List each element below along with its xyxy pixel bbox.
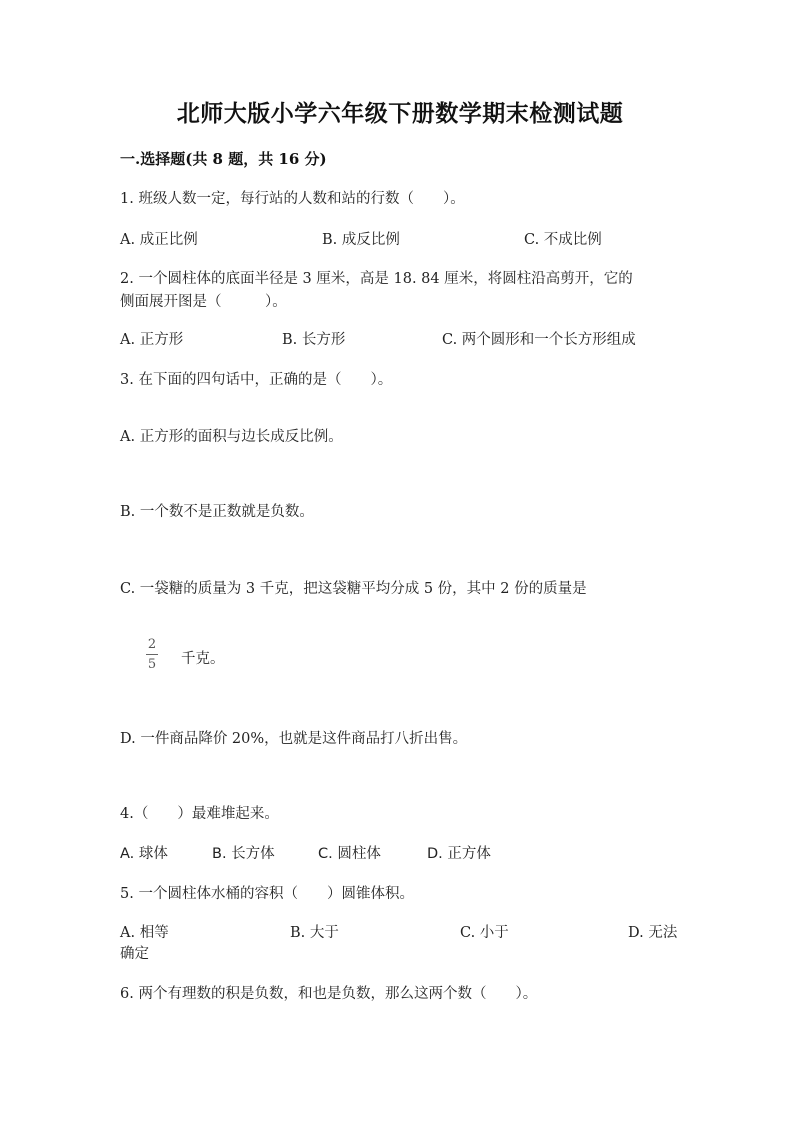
question-2-line2: 侧面展开图是（ ）。 [120, 294, 287, 310]
q2-option-b: B. 长方形 [282, 332, 346, 348]
q3-option-a: A. 正方形的面积与边长成反比例。 [120, 429, 343, 445]
q1-option-a: A. 成正比例 [120, 232, 198, 248]
q5-option-a: A. 相等 [120, 925, 169, 941]
fraction-bar [146, 654, 158, 655]
q3-option-c-unit: 千克。 [181, 651, 225, 667]
section-heading: 一.选择题(共 8 题，共 16 分) [120, 150, 327, 168]
question-4: 4.（ ）最难堆起来。 [120, 806, 279, 822]
question-5: 5. 一个圆柱体水桶的容积（ ）圆锥体积。 [120, 886, 414, 902]
fraction-numerator: 2 [147, 637, 157, 652]
q3-option-d: D. 一件商品降价 20%，也就是这件商品打八折出售。 [120, 731, 468, 747]
q4-option-a: A. 球体 [120, 846, 168, 862]
question-6: 6. 两个有理数的积是负数，和也是负数，那么这两个数（ ）。 [120, 986, 538, 1002]
q1-option-b: B. 成反比例 [322, 232, 400, 248]
q4-option-c: C. 圆柱体 [318, 846, 381, 862]
q1-option-c: C. 不成比例 [524, 232, 602, 248]
q3-option-c: C. 一袋糖的质量为 3 千克，把这袋糖平均分成 5 份，其中 2 份的质量是 [120, 581, 587, 597]
q3-option-b: B. 一个数不是正数就是负数。 [120, 504, 314, 520]
q5-option-c: C. 小于 [460, 925, 509, 941]
q5-option-d: D. 无法 [628, 925, 678, 941]
q5-option-d-wrap: 确定 [120, 946, 149, 962]
question-2-line1: 2. 一个圆柱体的底面半径是 3 厘米，高是 18. 84 厘米，将圆柱沿高剪开，它的 [120, 271, 633, 287]
q4-option-b: B. 长方体 [212, 846, 275, 862]
q2-option-c: C. 两个圆形和一个长方形组成 [442, 332, 636, 348]
q5-option-b: B. 大于 [290, 925, 339, 941]
page-title: 北师大版小学六年级下册数学期末检测试题 [176, 100, 624, 127]
q2-option-a: A. 正方形 [120, 332, 184, 348]
q4-option-d: D. 正方体 [427, 846, 491, 862]
question-1: 1. 班级人数一定，每行站的人数和站的行数（ ）。 [120, 191, 465, 207]
fraction-denominator: 5 [147, 657, 157, 672]
question-3: 3. 在下面的四句话中，正确的是（ ）。 [120, 372, 393, 388]
q3-fraction [146, 638, 158, 672]
